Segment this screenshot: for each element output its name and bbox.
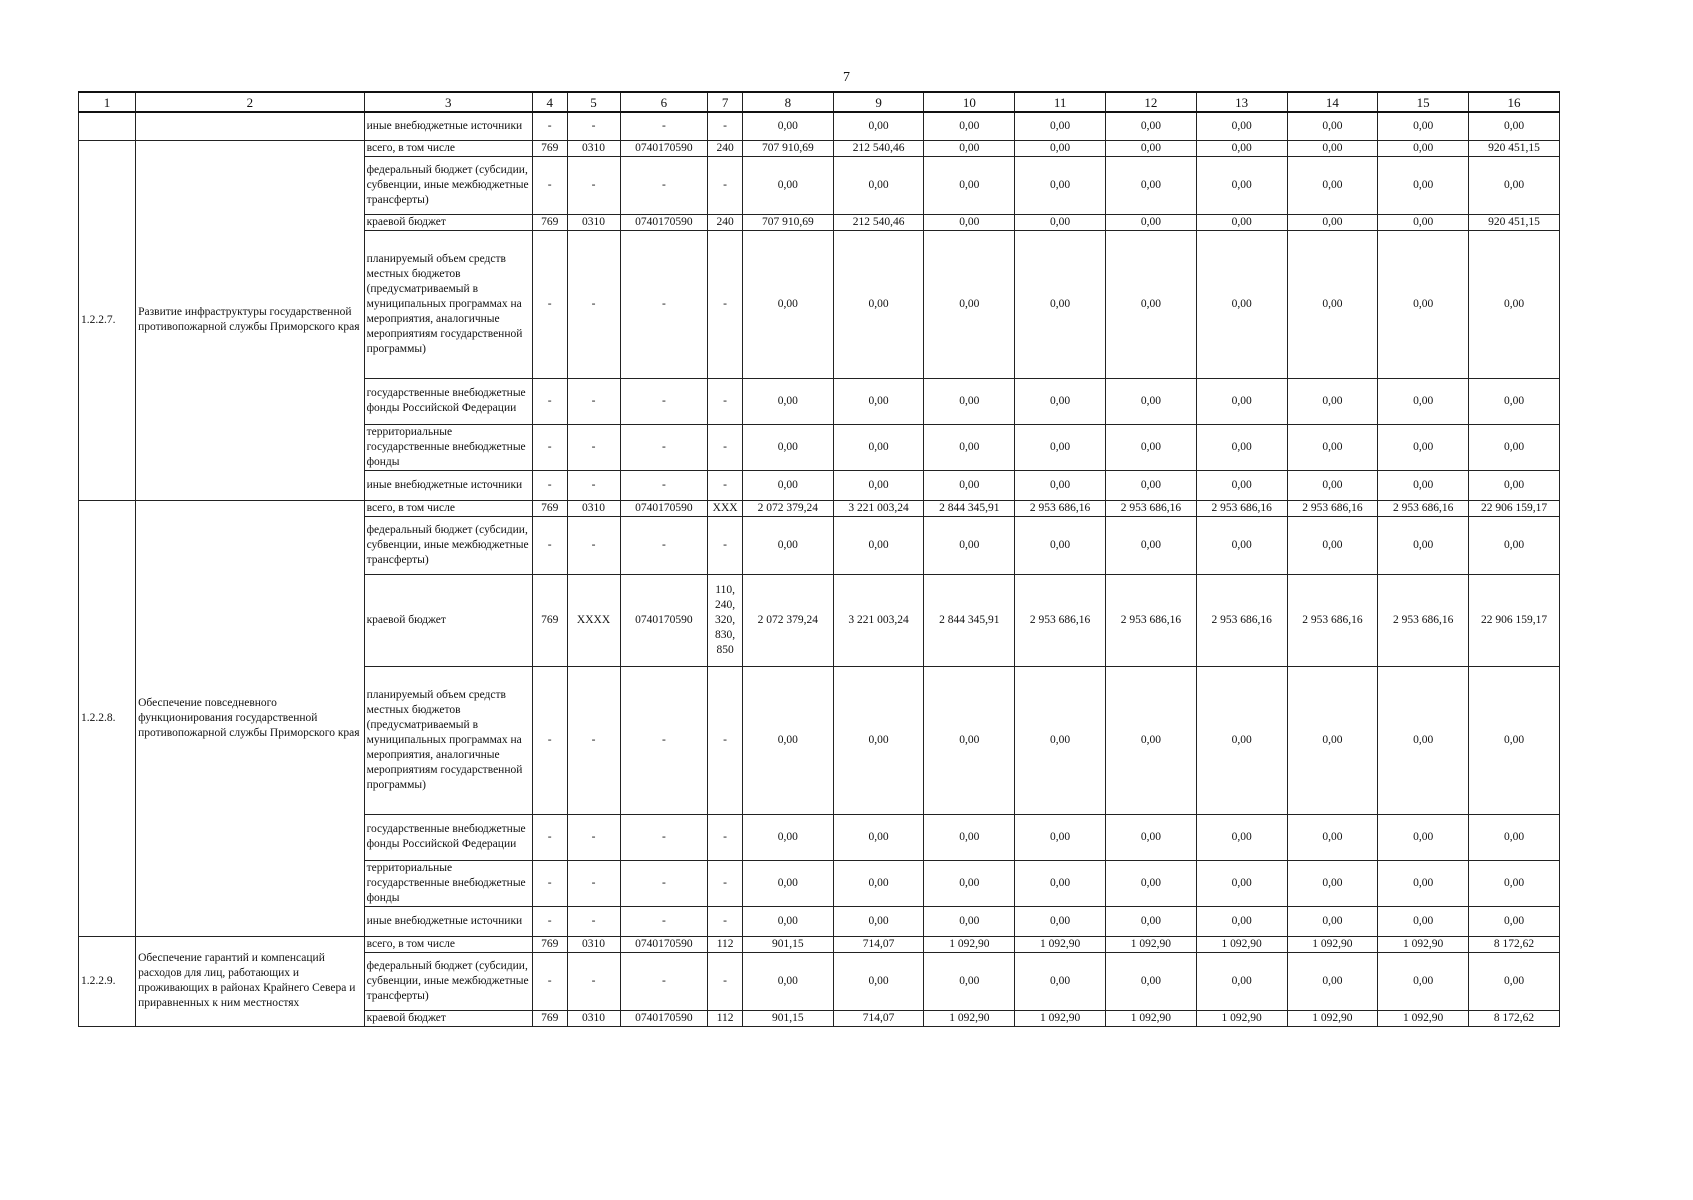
amount-cell: 0,00: [924, 470, 1015, 500]
amount-cell: 0,00: [1196, 906, 1287, 936]
amount-cell: 2 953 686,16: [1106, 574, 1197, 666]
expense-type-code: -: [708, 860, 743, 906]
amount-cell: 0,00: [1378, 516, 1469, 574]
amount-cell: 1 092,90: [1196, 936, 1287, 952]
amount-cell: 0,00: [1287, 906, 1378, 936]
grbs-code: -: [532, 666, 567, 814]
table-row: [79, 112, 1560, 140]
target-article-code: -: [620, 230, 708, 378]
expense-type-code: 240: [708, 140, 743, 156]
amount-cell: 2 953 686,16: [1287, 500, 1378, 516]
section-code: 0310: [567, 1010, 620, 1026]
amount-cell: 0,00: [742, 112, 833, 140]
amount-cell: 0,00: [833, 906, 924, 936]
amount-cell: 0,00: [833, 814, 924, 860]
amount-cell: 0,00: [1015, 378, 1106, 424]
amount-cell: 0,00: [742, 470, 833, 500]
amount-cell: 901,15: [742, 1010, 833, 1026]
amount-cell: 2 953 686,16: [1378, 500, 1469, 516]
grbs-code: -: [532, 516, 567, 574]
amount-cell: 0,00: [1015, 516, 1106, 574]
amount-cell: 2 953 686,16: [1106, 500, 1197, 516]
funding-source: всего, в том числе: [364, 936, 532, 952]
amount-cell: 0,00: [924, 814, 1015, 860]
amount-cell: 0,00: [1015, 666, 1106, 814]
amount-cell: 0,00: [1287, 516, 1378, 574]
funding-source: планируемый объем средств местных бюджетов (предусматриваемый в муниципальных программах на мероприятия, аналогичные мероприятиям государственной программы): [364, 666, 532, 814]
grbs-code: -: [532, 156, 567, 214]
section-code: -: [567, 112, 620, 140]
amount-cell: 0,00: [924, 378, 1015, 424]
item-number: 1.2.2.7.: [79, 140, 136, 500]
target-article-code: -: [620, 378, 708, 424]
column-header-12: 12: [1106, 92, 1197, 112]
amount-cell: 0,00: [1378, 112, 1469, 140]
funding-source: государственные внебюджетные фонды Российской Федерации: [364, 814, 532, 860]
amount-cell: 0,00: [833, 666, 924, 814]
amount-cell: 0,00: [1378, 140, 1469, 156]
column-header-2: 2: [136, 92, 364, 112]
amount-cell: 3 221 003,24: [833, 500, 924, 516]
expense-type-code: 240: [708, 214, 743, 230]
column-header-15: 15: [1378, 92, 1469, 112]
amount-cell: 0,00: [1106, 666, 1197, 814]
amount-cell: 0,00: [1106, 860, 1197, 906]
amount-cell: 920 451,15: [1469, 140, 1560, 156]
amount-cell: 0,00: [924, 230, 1015, 378]
amount-cell: 0,00: [833, 230, 924, 378]
amount-cell: 707 910,69: [742, 140, 833, 156]
table-row: [79, 140, 1560, 156]
column-header-7: 7: [708, 92, 743, 112]
amount-cell: 2 953 686,16: [1015, 574, 1106, 666]
column-header-9: 9: [833, 92, 924, 112]
amount-cell: 0,00: [1378, 952, 1469, 1010]
amount-cell: 2 953 686,16: [1378, 574, 1469, 666]
amount-cell: 0,00: [1378, 666, 1469, 814]
target-article-code: -: [620, 860, 708, 906]
funding-source: планируемый объем средств местных бюджетов (предусматриваемый в муниципальных программах на мероприятия, аналогичные мероприятиям государственной программы): [364, 230, 532, 378]
amount-cell: 0,00: [924, 214, 1015, 230]
target-article-code: -: [620, 952, 708, 1010]
column-header-16: 16: [1469, 92, 1560, 112]
amount-cell: 0,00: [1378, 214, 1469, 230]
amount-cell: 0,00: [1106, 952, 1197, 1010]
amount-cell: 0,00: [1287, 952, 1378, 1010]
amount-cell: 0,00: [833, 156, 924, 214]
amount-cell: 0,00: [1015, 470, 1106, 500]
item-name: Обеспечение повседневного функционирования государственной противопожарной службы Приморского края: [136, 500, 364, 936]
amount-cell: 0,00: [1015, 906, 1106, 936]
grbs-code: -: [532, 906, 567, 936]
item-number: 1.2.2.8.: [79, 500, 136, 936]
amount-cell: 8 172,62: [1469, 1010, 1560, 1026]
target-article-code: 0740170590: [620, 500, 708, 516]
grbs-code: 769: [532, 140, 567, 156]
funding-source: иные внебюджетные источники: [364, 112, 532, 140]
funding-source: федеральный бюджет (субсидии, субвенции, иные межбюджетные трансферты): [364, 516, 532, 574]
item-name: [136, 112, 364, 140]
target-article-code: -: [620, 906, 708, 936]
amount-cell: 0,00: [1469, 814, 1560, 860]
section-code: -: [567, 156, 620, 214]
amount-cell: 0,00: [742, 814, 833, 860]
item-number: 1.2.2.9.: [79, 936, 136, 1026]
grbs-code: -: [532, 230, 567, 378]
expense-type-code: -: [708, 666, 743, 814]
amount-cell: 0,00: [1287, 470, 1378, 500]
amount-cell: 0,00: [833, 378, 924, 424]
amount-cell: 212 540,46: [833, 214, 924, 230]
expense-type-code: -: [708, 112, 743, 140]
expense-type-code: 112: [708, 1010, 743, 1026]
amount-cell: 22 906 159,17: [1469, 500, 1560, 516]
column-header-1: 1: [79, 92, 136, 112]
expense-type-code: -: [708, 230, 743, 378]
funding-source: всего, в том числе: [364, 500, 532, 516]
amount-cell: 1 092,90: [1196, 1010, 1287, 1026]
header-row: [79, 92, 1560, 112]
amount-cell: 0,00: [1015, 814, 1106, 860]
grbs-code: 769: [532, 936, 567, 952]
section-code: -: [567, 860, 620, 906]
amount-cell: 0,00: [833, 952, 924, 1010]
amount-cell: 0,00: [1378, 424, 1469, 470]
section-code: -: [567, 666, 620, 814]
amount-cell: 0,00: [1469, 470, 1560, 500]
amount-cell: 0,00: [1287, 230, 1378, 378]
amount-cell: 0,00: [1196, 952, 1287, 1010]
grbs-code: -: [532, 952, 567, 1010]
amount-cell: 0,00: [742, 516, 833, 574]
amount-cell: 0,00: [833, 112, 924, 140]
funding-source: краевой бюджет: [364, 574, 532, 666]
amount-cell: 2 844 345,91: [924, 500, 1015, 516]
amount-cell: 0,00: [1287, 112, 1378, 140]
target-article-code: -: [620, 470, 708, 500]
expense-type-code: -: [708, 906, 743, 936]
funding-source: иные внебюджетные источники: [364, 470, 532, 500]
amount-cell: 0,00: [1469, 230, 1560, 378]
amount-cell: 0,00: [1378, 378, 1469, 424]
amount-cell: 0,00: [924, 906, 1015, 936]
section-code: XXXX: [567, 574, 620, 666]
funding-source: территориальные государственные внебюджетные фонды: [364, 860, 532, 906]
amount-cell: 0,00: [924, 112, 1015, 140]
amount-cell: 2 953 686,16: [1196, 500, 1287, 516]
amount-cell: 1 092,90: [1378, 1010, 1469, 1026]
amount-cell: 0,00: [1106, 814, 1197, 860]
amount-cell: 0,00: [1469, 666, 1560, 814]
amount-cell: 0,00: [833, 516, 924, 574]
amount-cell: 0,00: [742, 906, 833, 936]
target-article-code: 0740170590: [620, 214, 708, 230]
amount-cell: 1 092,90: [1378, 936, 1469, 952]
amount-cell: 0,00: [1106, 378, 1197, 424]
amount-cell: 0,00: [1106, 230, 1197, 378]
amount-cell: 0,00: [1015, 424, 1106, 470]
amount-cell: 1 092,90: [924, 1010, 1015, 1026]
amount-cell: 0,00: [1196, 814, 1287, 860]
amount-cell: 0,00: [1287, 140, 1378, 156]
amount-cell: 0,00: [742, 860, 833, 906]
expense-type-code: -: [708, 814, 743, 860]
expense-type-code: -: [708, 378, 743, 424]
amount-cell: 0,00: [1378, 814, 1469, 860]
column-header-3: 3: [364, 92, 532, 112]
grbs-code: 769: [532, 500, 567, 516]
amount-cell: 0,00: [1469, 516, 1560, 574]
amount-cell: 0,00: [1015, 230, 1106, 378]
column-header-6: 6: [620, 92, 708, 112]
amount-cell: 1 092,90: [1015, 936, 1106, 952]
section-code: -: [567, 906, 620, 936]
amount-cell: 0,00: [1378, 906, 1469, 936]
section-code: -: [567, 230, 620, 378]
amount-cell: 8 172,62: [1469, 936, 1560, 952]
amount-cell: 0,00: [1196, 666, 1287, 814]
amount-cell: 0,00: [924, 156, 1015, 214]
amount-cell: 0,00: [1469, 378, 1560, 424]
amount-cell: 0,00: [833, 470, 924, 500]
amount-cell: 2 072 379,24: [742, 500, 833, 516]
amount-cell: 714,07: [833, 936, 924, 952]
amount-cell: 0,00: [1196, 378, 1287, 424]
amount-cell: 0,00: [833, 860, 924, 906]
amount-cell: 3 221 003,24: [833, 574, 924, 666]
item-number: [79, 112, 136, 140]
amount-cell: 0,00: [1287, 156, 1378, 214]
funding-source: федеральный бюджет (субсидии, субвенции, иные межбюджетные трансферты): [364, 156, 532, 214]
funding-source: краевой бюджет: [364, 1010, 532, 1026]
amount-cell: 0,00: [1015, 140, 1106, 156]
amount-cell: 0,00: [1106, 424, 1197, 470]
amount-cell: 0,00: [1196, 214, 1287, 230]
section-code: 0310: [567, 936, 620, 952]
amount-cell: 2 953 686,16: [1015, 500, 1106, 516]
amount-cell: 0,00: [1378, 860, 1469, 906]
budget-table: [78, 91, 1560, 1027]
target-article-code: 0740170590: [620, 574, 708, 666]
amount-cell: 0,00: [833, 424, 924, 470]
table-body: [79, 112, 1560, 1026]
amount-cell: 0,00: [1287, 666, 1378, 814]
section-code: 0310: [567, 214, 620, 230]
grbs-code: 769: [532, 1010, 567, 1026]
section-code: -: [567, 378, 620, 424]
amount-cell: 0,00: [1287, 860, 1378, 906]
grbs-code: -: [532, 378, 567, 424]
grbs-code: -: [532, 112, 567, 140]
expense-type-code: XXX: [708, 500, 743, 516]
amount-cell: 0,00: [924, 424, 1015, 470]
page-number: 7: [843, 70, 850, 85]
target-article-code: -: [620, 814, 708, 860]
grbs-code: 769: [532, 574, 567, 666]
item-name: Обеспечение гарантий и компенсаций расходов для лиц, работающих и проживающих в районах Крайнего Севера и приравненных к ним местностях: [136, 936, 364, 1026]
amount-cell: 0,00: [924, 516, 1015, 574]
target-article-code: -: [620, 156, 708, 214]
amount-cell: 0,00: [1469, 424, 1560, 470]
funding-source: краевой бюджет: [364, 214, 532, 230]
target-article-code: -: [620, 666, 708, 814]
amount-cell: 1 092,90: [1287, 936, 1378, 952]
amount-cell: 0,00: [1106, 470, 1197, 500]
amount-cell: 1 092,90: [1106, 1010, 1197, 1026]
section-code: -: [567, 814, 620, 860]
amount-cell: 1 092,90: [924, 936, 1015, 952]
amount-cell: 0,00: [1196, 140, 1287, 156]
expense-type-code: -: [708, 156, 743, 214]
section-code: -: [567, 470, 620, 500]
grbs-code: 769: [532, 214, 567, 230]
expense-type-code: -: [708, 516, 743, 574]
amount-cell: 0,00: [924, 952, 1015, 1010]
amount-cell: 0,00: [1196, 112, 1287, 140]
column-header-11: 11: [1015, 92, 1106, 112]
funding-source: территориальные государственные внебюджетные фонды: [364, 424, 532, 470]
amount-cell: 0,00: [742, 378, 833, 424]
column-header-4: 4: [532, 92, 567, 112]
amount-cell: 901,15: [742, 936, 833, 952]
amount-cell: 0,00: [1469, 156, 1560, 214]
amount-cell: 0,00: [742, 156, 833, 214]
amount-cell: 0,00: [1469, 112, 1560, 140]
funding-source: иные внебюджетные источники: [364, 906, 532, 936]
amount-cell: 0,00: [1378, 156, 1469, 214]
amount-cell: 2 844 345,91: [924, 574, 1015, 666]
amount-cell: 0,00: [1196, 516, 1287, 574]
amount-cell: 1 092,90: [1287, 1010, 1378, 1026]
amount-cell: 0,00: [1196, 230, 1287, 378]
expense-type-code: -: [708, 952, 743, 1010]
amount-cell: 0,00: [1015, 860, 1106, 906]
amount-cell: 0,00: [1287, 378, 1378, 424]
amount-cell: 0,00: [1287, 214, 1378, 230]
funding-source: всего, в том числе: [364, 140, 532, 156]
amount-cell: 0,00: [1106, 906, 1197, 936]
target-article-code: -: [620, 424, 708, 470]
amount-cell: 0,00: [1196, 860, 1287, 906]
column-header-8: 8: [742, 92, 833, 112]
amount-cell: 2 072 379,24: [742, 574, 833, 666]
section-code: -: [567, 516, 620, 574]
amount-cell: 0,00: [1106, 112, 1197, 140]
amount-cell: 2 953 686,16: [1287, 574, 1378, 666]
grbs-code: -: [532, 860, 567, 906]
amount-cell: 0,00: [924, 140, 1015, 156]
grbs-code: -: [532, 814, 567, 860]
funding-source: государственные внебюджетные фонды Российской Федерации: [364, 378, 532, 424]
amount-cell: 0,00: [1106, 140, 1197, 156]
table-row: [79, 500, 1560, 516]
grbs-code: -: [532, 424, 567, 470]
table-row: [79, 936, 1560, 952]
amount-cell: 2 953 686,16: [1196, 574, 1287, 666]
column-header-14: 14: [1287, 92, 1378, 112]
column-header-5: 5: [567, 92, 620, 112]
amount-cell: 0,00: [1106, 214, 1197, 230]
amount-cell: 714,07: [833, 1010, 924, 1026]
item-name: Развитие инфраструктуры государственной противопожарной службы Приморского края: [136, 140, 364, 500]
target-article-code: -: [620, 516, 708, 574]
amount-cell: 0,00: [1469, 952, 1560, 1010]
amount-cell: 0,00: [1015, 952, 1106, 1010]
grbs-code: -: [532, 470, 567, 500]
section-code: 0310: [567, 500, 620, 516]
amount-cell: 0,00: [1378, 470, 1469, 500]
amount-cell: 0,00: [1015, 214, 1106, 230]
amount-cell: 707 910,69: [742, 214, 833, 230]
amount-cell: 0,00: [1106, 156, 1197, 214]
expense-type-code: 112: [708, 936, 743, 952]
amount-cell: 0,00: [1196, 470, 1287, 500]
target-article-code: 0740170590: [620, 936, 708, 952]
column-header-13: 13: [1196, 92, 1287, 112]
amount-cell: 0,00: [1378, 230, 1469, 378]
amount-cell: 0,00: [1015, 112, 1106, 140]
section-code: -: [567, 952, 620, 1010]
amount-cell: 22 906 159,17: [1469, 574, 1560, 666]
target-article-code: 0740170590: [620, 1010, 708, 1026]
amount-cell: 0,00: [1287, 814, 1378, 860]
target-article-code: 0740170590: [620, 140, 708, 156]
amount-cell: 0,00: [1015, 156, 1106, 214]
expense-type-code: -: [708, 470, 743, 500]
target-article-code: -: [620, 112, 708, 140]
amount-cell: 0,00: [1106, 516, 1197, 574]
funding-source: федеральный бюджет (субсидии, субвенции, иные межбюджетные трансферты): [364, 952, 532, 1010]
section-code: 0310: [567, 140, 620, 156]
amount-cell: 0,00: [742, 952, 833, 1010]
amount-cell: 0,00: [1287, 424, 1378, 470]
amount-cell: 1 092,90: [1106, 936, 1197, 952]
expense-type-code: -: [708, 424, 743, 470]
amount-cell: 0,00: [742, 230, 833, 378]
amount-cell: 920 451,15: [1469, 214, 1560, 230]
amount-cell: 0,00: [1469, 906, 1560, 936]
column-header-10: 10: [924, 92, 1015, 112]
amount-cell: 0,00: [742, 666, 833, 814]
amount-cell: 0,00: [924, 666, 1015, 814]
amount-cell: 0,00: [924, 860, 1015, 906]
amount-cell: 0,00: [742, 424, 833, 470]
amount-cell: 212 540,46: [833, 140, 924, 156]
amount-cell: 0,00: [1469, 860, 1560, 906]
expense-type-code: 110, 240, 320, 830, 850: [708, 574, 743, 666]
amount-cell: 0,00: [1196, 156, 1287, 214]
amount-cell: 0,00: [1196, 424, 1287, 470]
section-code: -: [567, 424, 620, 470]
amount-cell: 1 092,90: [1015, 1010, 1106, 1026]
